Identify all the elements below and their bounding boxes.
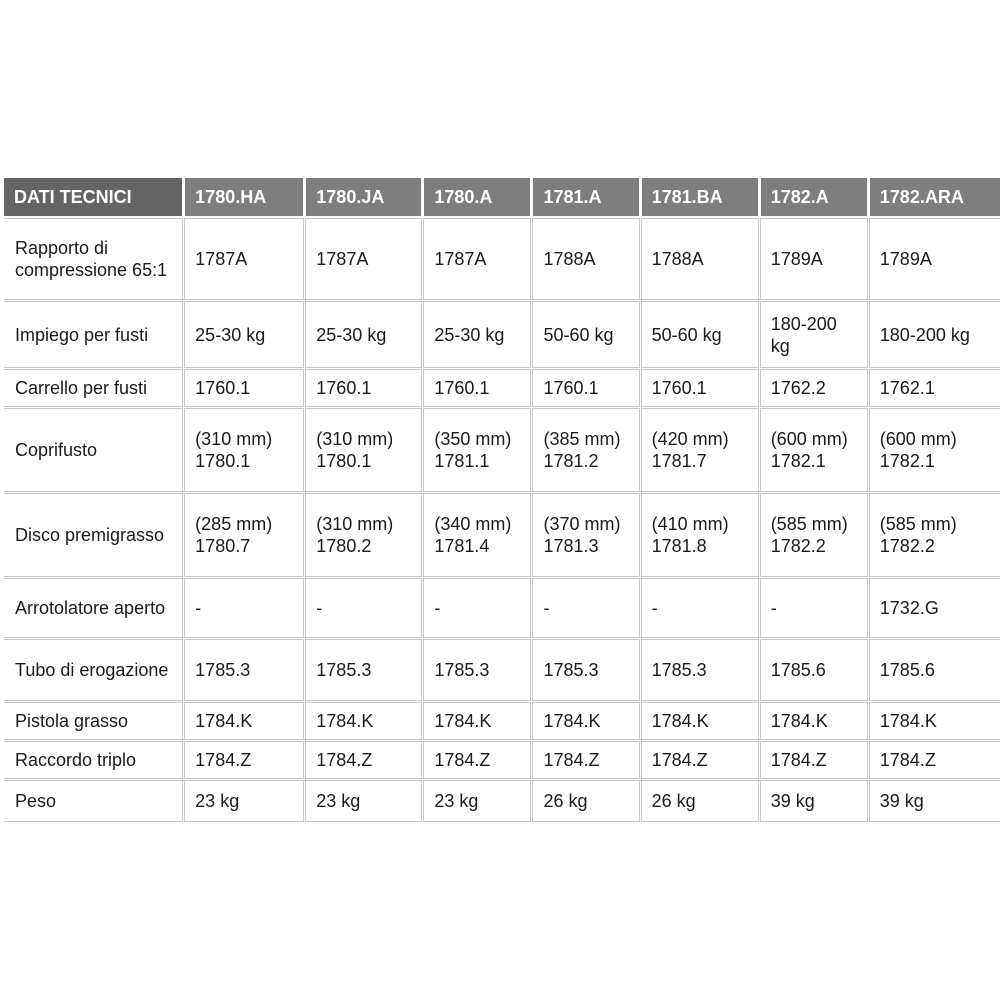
table-row <box>4 370 1000 406</box>
row-label: Pistola grasso <box>4 703 182 739</box>
table-cell: 23 kg <box>306 781 421 821</box>
table-cell: (420 mm) 1781.7 <box>642 409 758 491</box>
table-cell: 1784.K <box>761 703 867 739</box>
table-row <box>4 579 1000 637</box>
table-cell: 39 kg <box>870 781 1000 821</box>
table-cell: 23 kg <box>185 781 303 821</box>
table-cell: 1784.K <box>185 703 303 739</box>
table-row <box>4 302 1000 367</box>
table-cell: 1760.1 <box>424 370 530 406</box>
table-cell: - <box>424 579 530 637</box>
table-cell: 25-30 kg <box>306 302 421 367</box>
table-cell: 180-200 kg <box>870 302 1000 367</box>
table-cell: 1784.Z <box>642 742 758 778</box>
table-cell: 1784.K <box>424 703 530 739</box>
row-label: Tubo di erogazione <box>4 640 182 700</box>
table-cell: (600 mm) 1782.1 <box>870 409 1000 491</box>
header-model-1782-a: 1782.A <box>761 178 867 216</box>
header-model-1781-a: 1781.A <box>533 178 638 216</box>
table-cell: (310 mm) 1780.1 <box>185 409 303 491</box>
row-label: Rapporto di compressione 65:1 <box>4 219 182 299</box>
table-cell: 1784.Z <box>761 742 867 778</box>
table-cell: 1760.1 <box>533 370 638 406</box>
table-cell: (385 mm) 1781.2 <box>533 409 638 491</box>
table-cell: 1784.Z <box>870 742 1000 778</box>
table-cell: 1787A <box>424 219 530 299</box>
table-cell: 1784.Z <box>424 742 530 778</box>
table-cell: 1784.Z <box>185 742 303 778</box>
table-row <box>4 494 1000 576</box>
table-cell: (350 mm) 1781.1 <box>424 409 530 491</box>
table-cell: 1760.1 <box>185 370 303 406</box>
table-cell: (310 mm) 1780.1 <box>306 409 421 491</box>
table-cell: 26 kg <box>533 781 638 821</box>
table-cell: 1784.K <box>870 703 1000 739</box>
table-cell: 1760.1 <box>306 370 421 406</box>
table-cell: 1784.K <box>533 703 638 739</box>
row-label: Raccordo triplo <box>4 742 182 778</box>
table-row <box>4 703 1000 739</box>
table-cell: 25-30 kg <box>424 302 530 367</box>
table-cell: - <box>761 579 867 637</box>
table-cell: 1789A <box>870 219 1000 299</box>
row-label: Peso <box>4 781 182 821</box>
table-cell: 1787A <box>306 219 421 299</box>
table-cell: 1785.3 <box>642 640 758 700</box>
table-cell: 1784.K <box>306 703 421 739</box>
row-label: Disco premigrasso <box>4 494 182 576</box>
technical-data-table <box>4 178 1000 823</box>
header-model-1782-ara: 1782.ARA <box>870 178 1000 216</box>
table-cell: 50-60 kg <box>533 302 638 367</box>
row-label: Arrotolatore aperto <box>4 579 182 637</box>
row-label: Impiego per fusti <box>4 302 182 367</box>
technical-data-table-wrapper <box>4 178 1000 823</box>
row-label: Coprifusto <box>4 409 182 491</box>
table-cell: (370 mm) 1781.3 <box>533 494 638 576</box>
table-cell: (585 mm) 1782.2 <box>870 494 1000 576</box>
header-model-1780-a: 1780.A <box>424 178 530 216</box>
table-cell: 1785.6 <box>870 640 1000 700</box>
header-model-1780-ja: 1780.JA <box>306 178 421 216</box>
table-cell: 1785.6 <box>761 640 867 700</box>
table-row <box>4 409 1000 491</box>
table-row <box>4 742 1000 778</box>
table-row <box>4 781 1000 821</box>
table-cell: 25-30 kg <box>185 302 303 367</box>
header-model-1781-ba: 1781.BA <box>642 178 758 216</box>
table-cell: 50-60 kg <box>642 302 758 367</box>
table-cell: 1785.3 <box>306 640 421 700</box>
table-row <box>4 219 1000 299</box>
table-cell: 26 kg <box>642 781 758 821</box>
table-cell: (340 mm) 1781.4 <box>424 494 530 576</box>
table-cell: 1762.2 <box>761 370 867 406</box>
table-cell: 1785.3 <box>533 640 638 700</box>
table-cell: - <box>533 579 638 637</box>
table-cell: 39 kg <box>761 781 867 821</box>
header-dati-tecnici: DATI TECNICI <box>4 178 182 216</box>
table-cell: (310 mm) 1780.2 <box>306 494 421 576</box>
table-cell: 180-200 kg <box>761 302 867 367</box>
table-cell: 1785.3 <box>424 640 530 700</box>
table-cell: (410 mm) 1781.8 <box>642 494 758 576</box>
table-row <box>4 640 1000 700</box>
table-cell: 1785.3 <box>185 640 303 700</box>
table-cell: - <box>306 579 421 637</box>
header-model-1780-ha: 1780.HA <box>185 178 303 216</box>
table-cell: - <box>185 579 303 637</box>
table-cell: (285 mm) 1780.7 <box>185 494 303 576</box>
table-cell: 1784.K <box>642 703 758 739</box>
table-cell: 1784.Z <box>306 742 421 778</box>
table-cell: 23 kg <box>424 781 530 821</box>
table-cell: 1789A <box>761 219 867 299</box>
table-cell: 1784.Z <box>533 742 638 778</box>
table-cell: (585 mm) 1782.2 <box>761 494 867 576</box>
table-cell: 1762.1 <box>870 370 1000 406</box>
table-cell: 1788A <box>642 219 758 299</box>
table-cell: 1787A <box>185 219 303 299</box>
table-header-row <box>4 178 1000 216</box>
table-cell: (600 mm) 1782.1 <box>761 409 867 491</box>
table-cell: 1732.G <box>870 579 1000 637</box>
table-cell: - <box>642 579 758 637</box>
table-cell: 1760.1 <box>642 370 758 406</box>
table-cell: 1788A <box>533 219 638 299</box>
row-label: Carrello per fusti <box>4 370 182 406</box>
